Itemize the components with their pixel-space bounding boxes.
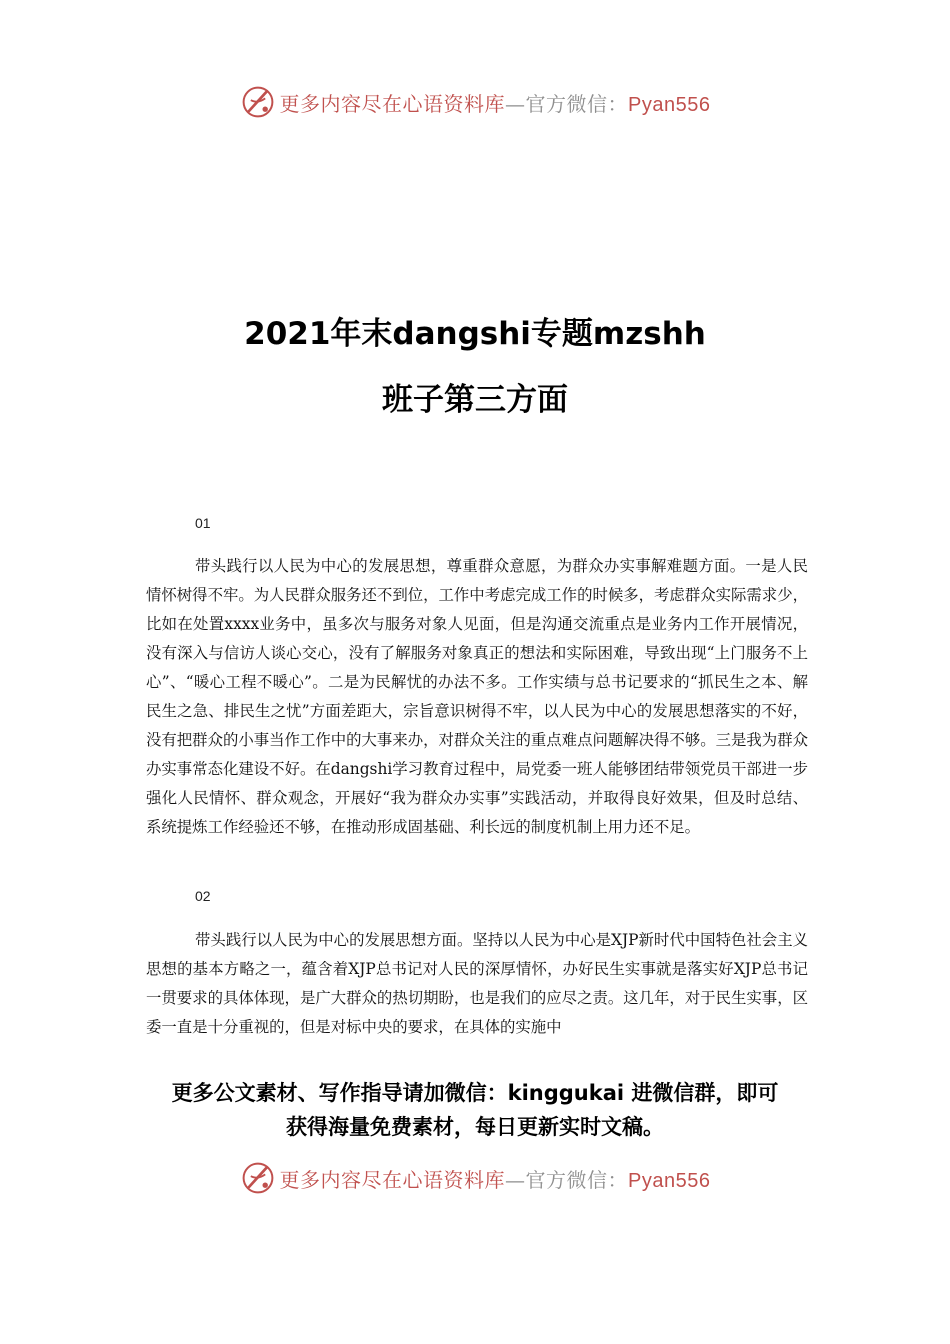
brand-wechat-id: Pyan556: [628, 93, 711, 116]
brand-wechat-label: 官方微信：: [525, 91, 629, 116]
promo-notice: [0, 1076, 950, 1144]
brand-separator: —: [505, 1167, 526, 1192]
brand-wechat-id: Pyan556: [628, 1169, 711, 1192]
header-brand: [0, 82, 950, 122]
section-number-02: 02: [195, 888, 211, 904]
section-number-01: 01: [195, 515, 211, 531]
page-title-line1: 2021年末dangshi专题mzshh: [244, 316, 706, 352]
promo-line1: 更多公文素材、写作指导请加微信：kinggukai 进微信群，即可: [171, 1081, 779, 1105]
brand-logo-icon: [240, 1160, 276, 1196]
brand-text: 更多内容尽在心语资料库: [279, 1167, 506, 1192]
section-paragraph-02: 带头践行以人民为中心的发展思想方面。坚持以人民为中心是XJP新时代中国特色社会主义思想的基本方略之一，蕴含着XJP总书记对人民的深厚情怀，办好民生实事就是落实好XJP总书记一贯要求的具体体现，是广大群众的热切期盼，也是我们的应尽之责。这几年，对于民生实事，区委一直是十分重视的，但是对标中央的要求，在具体的实施中: [146, 931, 808, 1036]
page-title-line2: 班子第三方面: [382, 382, 568, 418]
brand-logo-icon: [240, 84, 276, 120]
section-paragraph-01: 带头践行以人民为中心的发展思想，尊重群众意愿，为群众办实事解难题方面。一是人民情怀树得不牢。为人民群众服务还不到位，工作中考虑完成工作的时候多，考虑群众实际需求少，比如在处置xxxx业务中，虽多次与服务对象人见面，但是沟通交流重点是业务内工作开展情况，没有深入与信访人谈心交心，没有了解服务对象真正的想法和实际困难，导致出现“上门服务不上心”、“暖心工程不暖心”。二是为民解忧的办法不多。工作实绩与总书记要求的“抓民生之本、解民生之急、排民生之忧”方面差距大，宗旨意识树得不牢，以人民为中心的发展思想落实的不好，没有把群众的小事当作工作中的大事来办，对群众关注的重点难点问题解决得不够。三是我为群众办实事常态化建设不好。在dangshi学习教育过程中，局党委一班人能够团结带领党员干部进一步强化人民情怀、群众观念，开展好“我为群众办实事”实践活动，并取得良好效果，但及时总结、系统提炼工作经验还不够，在推动形成固基础、利长远的制度机制上用力还不足。: [146, 557, 808, 836]
brand-wechat-label: 官方微信：: [525, 1167, 629, 1192]
brand-separator: —: [505, 91, 526, 116]
promo-line2: 获得海量免费素材，每日更新实时文稿。: [286, 1115, 664, 1139]
brand-text: 更多内容尽在心语资料库: [279, 91, 506, 116]
footer-brand: [0, 1158, 950, 1198]
